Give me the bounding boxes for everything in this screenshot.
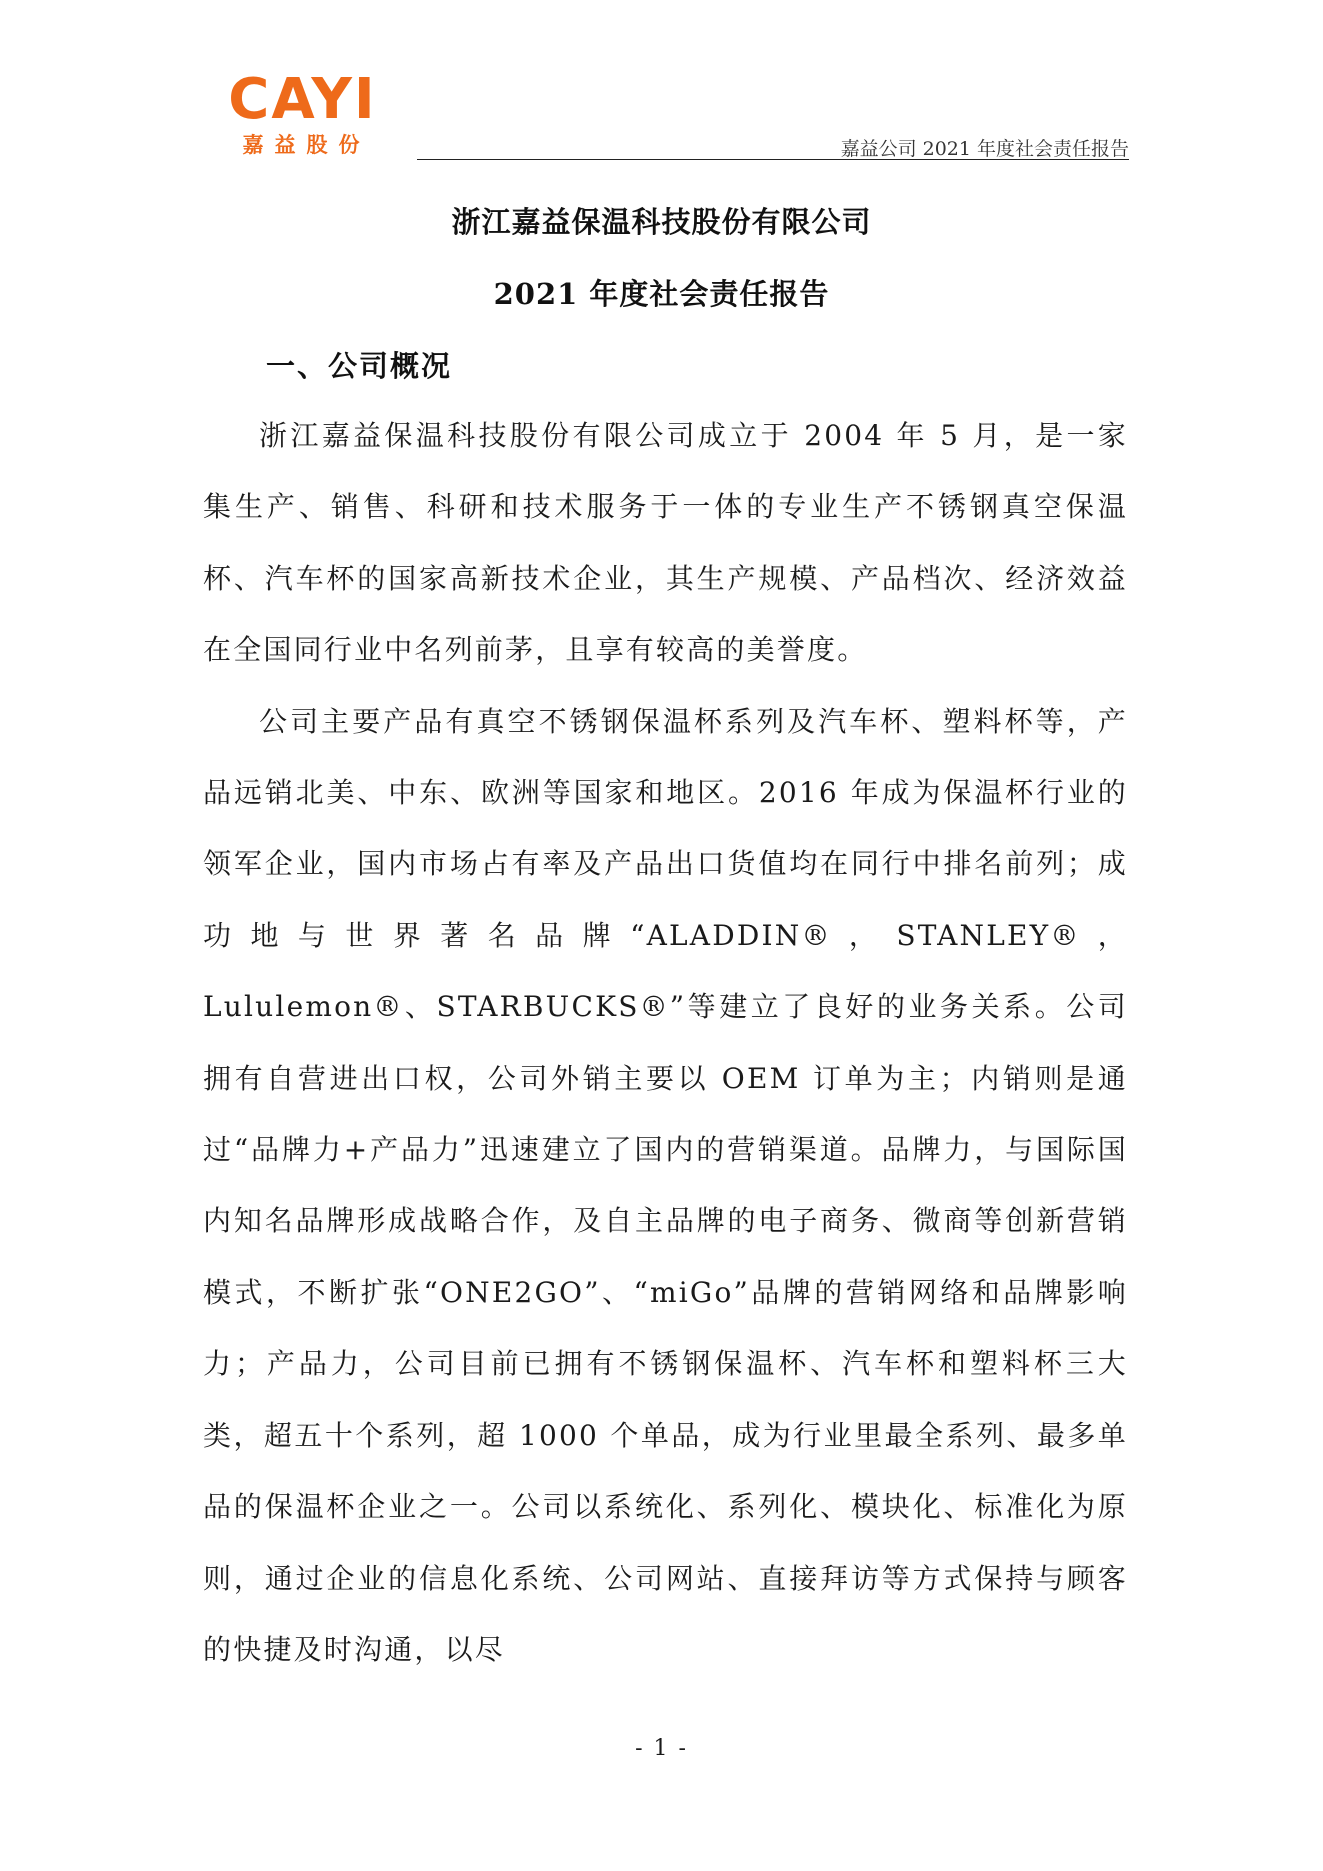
body-text [203,400,1128,1685]
header-divider [417,159,1129,160]
paragraph-company-intro: 浙江嘉益保温科技股份有限公司成立于 2004 年 5 月，是一家集生产、销售、科研和技术服务于一体的专业生产不锈钢真空保温杯、汽车杯的国家高新技术企业，其生产规模、产品档次、经济效益在全国同行业中名列前茅，且享有较高的美誉度。 [203,419,1128,667]
logo-subtitle: 嘉益股份 [242,133,371,157]
paragraph-products-markets: 公司主要产品有真空不锈钢保温杯系列及汽车杯、塑料杯等，产品远销北美、中东、欧洲等国家和地区。2016 年成为保温杯行业的领军企业，国内市场占有率及产品出口货值均在同行中排名前列；成功地与世界著名品牌“ALADDIN®，STANLEY®，Lululemon®、STARBUCKS®”等建立了良好的业务关系。公司拥有自营进出口权，公司外销主要以 OEM 订单为主；内销则是通过“品牌力+产品力”迅速建立了国内的营销渠道。品牌力，与国际国内知名品牌形成战略合作，及自主品牌的电子商务、微商等创新营销模式，不断扩张“ONE2GO”、“miGo”品牌的营销网络和品牌影响力；产品力，公司目前已拥有不锈钢保温杯、汽车杯和塑料杯三大类，超五十个系列，超 1000 个单品，成为行业里最全系列、最多单品的保温杯企业之一。公司以系统化、系列化、模块化、标准化为原则，通过企业的信息化系统、公司网站、直接拜访等方式保持与顾客的快捷及时沟通，以尽 [203,704,1128,1666]
report-header-title: 嘉益公司 2021 年度社会责任报告 [840,138,1129,160]
logo-wordmark: CAYI [228,67,377,132]
document-title-report: 2021 年度社会责任报告 [493,277,830,311]
page-number: - 1 - [635,1736,688,1761]
document-title-company: 浙江嘉益保温科技股份有限公司 [451,205,872,239]
section-heading-company-overview: 一、公司概况 [266,349,453,383]
company-logo [220,67,385,158]
